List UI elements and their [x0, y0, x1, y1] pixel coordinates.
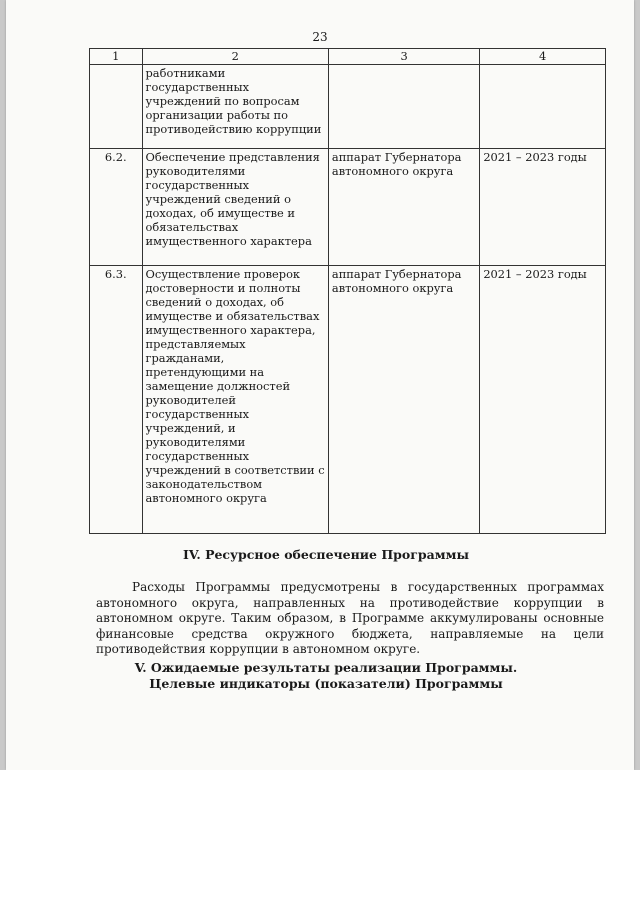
column-header-2: 2: [142, 49, 328, 65]
row-number: [90, 65, 143, 149]
row-period: [480, 65, 606, 149]
row-activity: Обеспечение представления руководителями государственных учреждений сведений о доходах, об имуществе и обязательствах имущественного характера: [142, 149, 328, 266]
section-5-title: [6, 660, 640, 692]
section-4-paragraph: Расходы Программы предусмотрены в государственных программах автономного округа, направленных на противодействие коррупции в автономном округе. Таким образом, в Программе аккумулированы основные финансовые средства окружного бюджета, направляемые на цели противодействия коррупции в автономном округе.: [96, 580, 604, 656]
row-executor: [328, 65, 479, 149]
page-number: 23: [312, 30, 328, 44]
column-header-3: 3: [328, 49, 479, 65]
table-row: [90, 266, 606, 534]
row-period: 2021 – 2023 годы: [480, 266, 606, 534]
row-number: 6.3.: [90, 266, 143, 534]
table-row: [90, 65, 606, 149]
row-period: 2021 – 2023 годы: [480, 149, 606, 266]
table-row: [90, 149, 606, 266]
row-number: 6.2.: [90, 149, 143, 266]
row-executor: аппарат Губернатора автономного округа: [328, 149, 479, 266]
section-4-title: IV. Ресурсное обеспечение Программы: [183, 547, 469, 562]
blank-area: [0, 770, 640, 905]
column-header-4: 4: [480, 49, 606, 65]
row-activity: работниками государственных учреждений по вопросам организации работы по противодействию коррупции: [142, 65, 328, 149]
section-5-title-line-1: V. Ожидаемые результаты реализации Программы.: [134, 660, 518, 675]
row-executor: аппарат Губернатора автономного округа: [328, 266, 479, 534]
section-5-title-line-2: Целевые индикаторы (показатели) Программы: [149, 676, 503, 691]
column-header-1: 1: [90, 49, 143, 65]
table-header-row: [90, 49, 606, 65]
row-activity: Осуществление проверок достоверности и полноты сведений о доходах, об имуществе и обязательствах имущественного характера, представляемых гражданами, претендующими на замещение должностей руководителей государственных учреждений, и руководителями государственных учреждений в соответствии с законодательством автономного округа: [142, 266, 328, 534]
measures-table: [89, 48, 606, 534]
document-page: [6, 0, 634, 770]
